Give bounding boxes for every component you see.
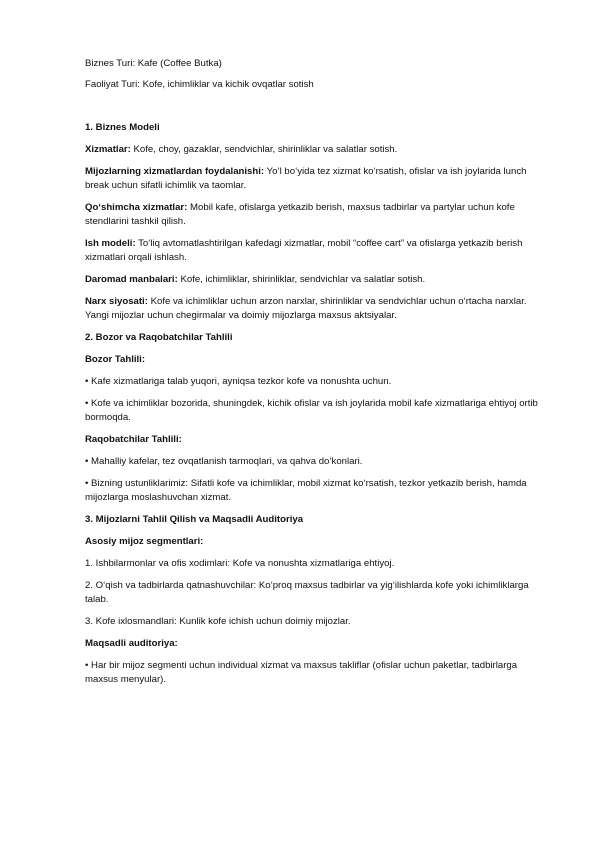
activity-type-line: Faoliyat Turi: Kofe, ichimliklar va kichik ovqatlar sotish: [85, 79, 314, 90]
list-item: 2. O‘qish va tadbirlarda qatnashuvchilar: Ko‘proq maxsus tadbirlar va yig‘ilishlarda kofe yoki ichimliklarga talab.: [85, 580, 529, 605]
section-3-heading: 3. Mijozlarni Tahlil Qilish va Maqsadli Auditoriya: [85, 514, 304, 525]
label: Mijozlarning xizmatlardan foydalanishi:: [85, 166, 265, 177]
paragraph-services: [85, 143, 546, 157]
text: Kofe va ichimliklar uchun arzon narxlar, shirinliklar va sendvichlar uchun o‘rtacha narxlar. Yangi mijozlar uchun chegirmalar va doimiy mijozlarga maxsus aktsiyalar.: [85, 296, 527, 321]
label: Narx siyosati:: [85, 296, 148, 307]
label: Ish modeli:: [85, 238, 136, 249]
market-analysis-label: Bozor Tahlili:: [85, 354, 146, 365]
list-item: 3. Kofe ixlosmandlari: Kunlik kofe ichish uchun doimiy mijozlar.: [85, 616, 351, 627]
section-1-heading: 1. Biznes Modeli: [85, 122, 160, 133]
business-type-line: Biznes Turi: Kafe (Coffee Butka): [85, 58, 222, 69]
list-item: • Bizning ustunliklarimiz: Sifatli kofe va ichimliklar, mobil xizmat ko‘rsatish, tezkor yetkazib berish, hamda mijozlarga moslashuvchan xizmat.: [85, 478, 527, 503]
text: To‘liq avtomatlashtirilgan kafedagi xizmatlar, mobil “coffee cart” va ofislarga yetkazib berish xizmatlari orqali ishlash.: [85, 238, 523, 263]
competitor-analysis-label: Raqobatchilar Tahlili:: [85, 434, 182, 445]
paragraph-work-model: [85, 237, 546, 265]
paragraph-additional-services: [85, 201, 546, 229]
text: Kofe, choy, gazaklar, sendvichlar, shirinliklar va salatlar sotish.: [130, 144, 398, 155]
paragraph-pricing-policy: [85, 295, 546, 323]
list-item: • Mahalliy kafelar, tez ovqatlanish tarmoqlari, va qahva do‘konlari.: [85, 456, 363, 467]
paragraph-revenue-sources: [85, 273, 546, 287]
list-item: • Kafe xizmatlariga talab yuqori, ayniqsa tezkor kofe va nonushta uchun.: [85, 376, 392, 387]
target-audience-label: Maqsadli auditoriya:: [85, 638, 178, 649]
label: Xizmatlar:: [85, 144, 131, 155]
list-item: 1. Ishbilarmonlar va ofis xodimlari: Kofe va nonushta xizmatlariga ehtiyoj.: [85, 558, 395, 569]
spacer: [85, 99, 546, 121]
text: Kofe, ichimliklar, shirinliklar, sendvichlar va salatlar sotish.: [177, 274, 426, 285]
text: Mobil kafe, ofislarga yetkazib berish, maxsus tadbirlar va partylar uchun kofe stendlarini tashkil qilish.: [85, 202, 515, 227]
label: Qo‘shimcha xizmatlar:: [85, 202, 188, 213]
text: Yo‘l bo‘yida tez xizmat ko‘rsatish, ofislar va ish joylarida lunch break uchun sifatli ichimlik va taomlar.: [85, 166, 527, 191]
list-item: • Kofe va ichimliklar bozorida, shuningdek, kichik ofislar va ish joylarida mobil kafe xizmatlariga ehtiyoj ortib bormoqda.: [85, 398, 538, 423]
section-2-heading: 2. Bozor va Raqobatchilar Tahlili: [85, 332, 233, 343]
customer-segments-label: Asosiy mijoz segmentlari:: [85, 536, 204, 547]
paragraph-customer-usage: [85, 165, 546, 193]
label: Daromad manbalari:: [85, 274, 178, 285]
list-item: • Har bir mijoz segmenti uchun individual xizmat va maxsus takliflar (ofislar uchun paketlar, tadbirlarga maxsus menyular).: [85, 660, 518, 685]
